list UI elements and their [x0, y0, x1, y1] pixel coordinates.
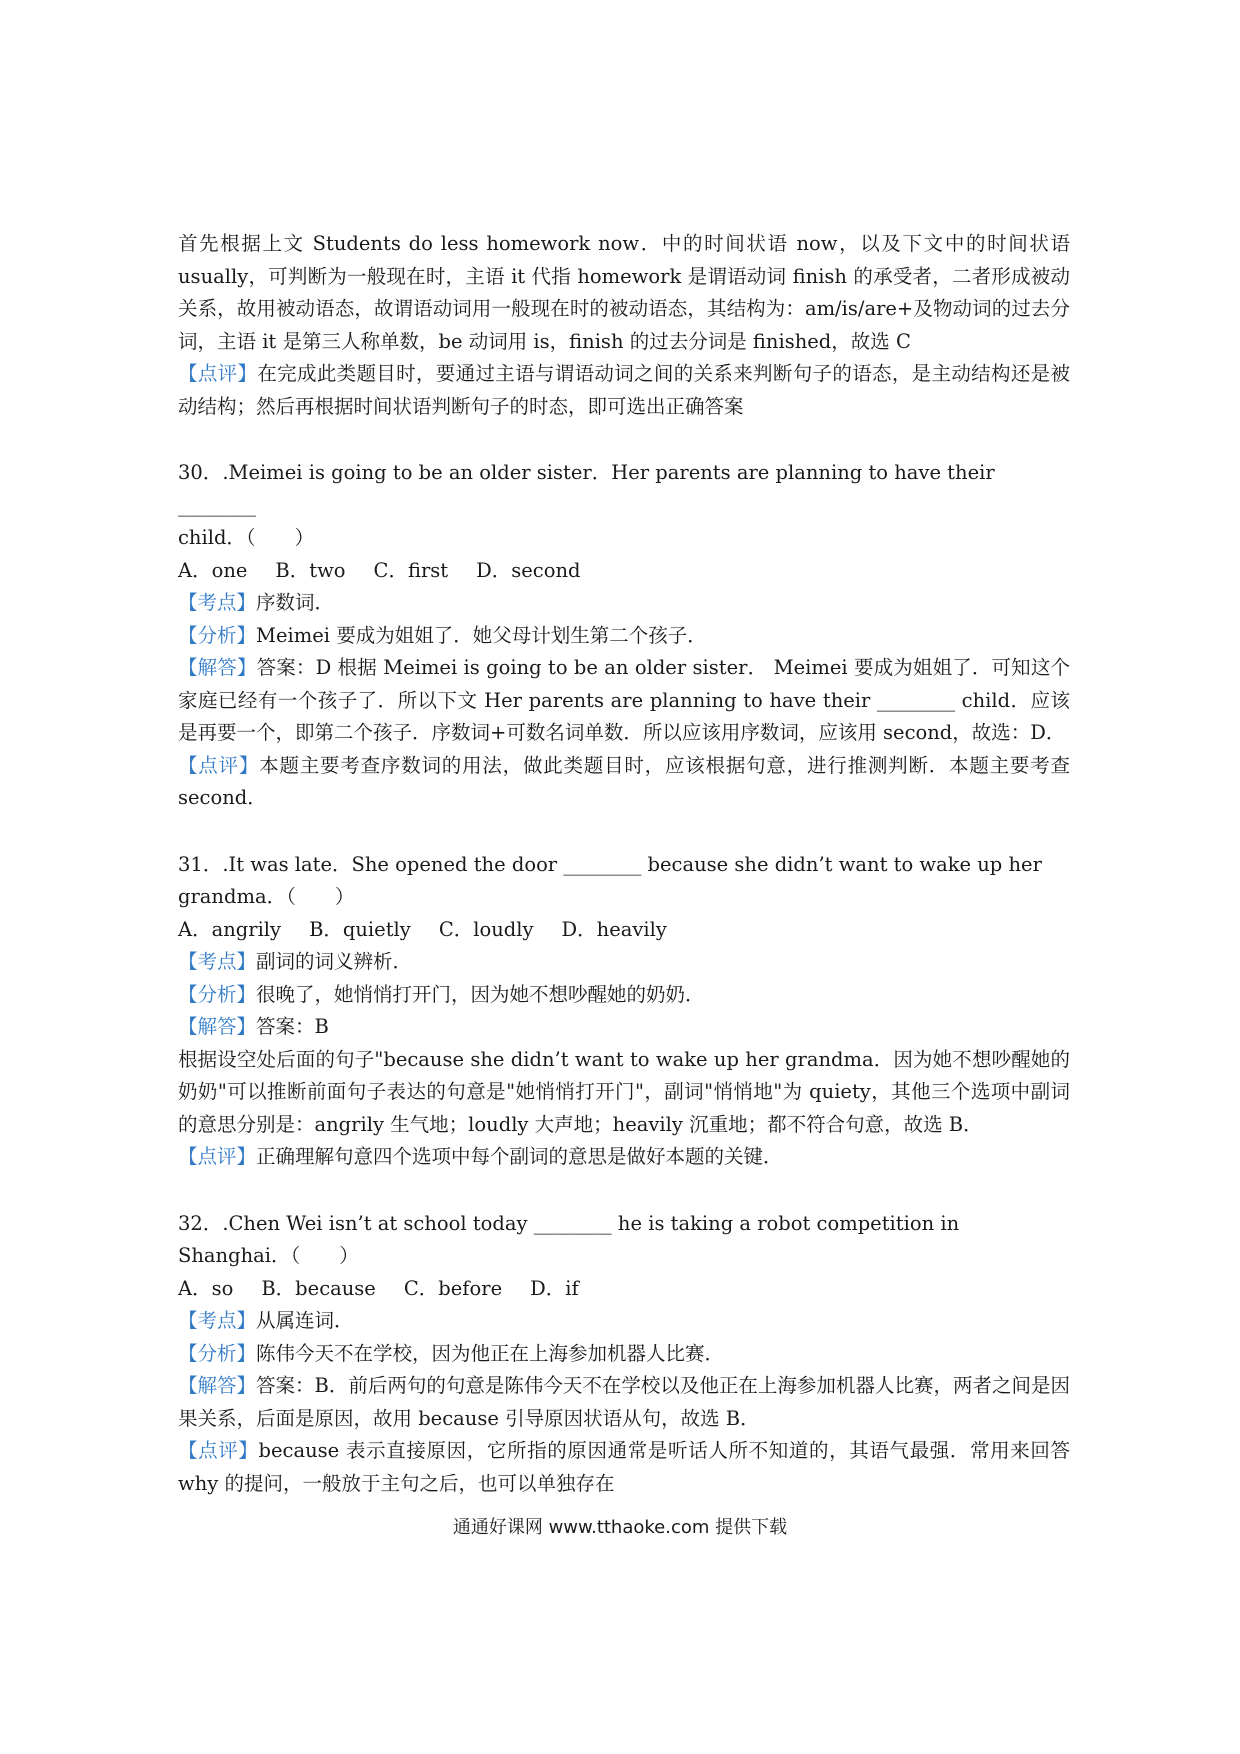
- question-stem-cont: child．（ ）: [178, 526, 315, 549]
- kaodian-line: [178, 587, 1070, 620]
- prev-comment: [178, 358, 1070, 423]
- question-stem: 32．.Chen Wei isn’t at school today ________ he is taking a robot competition in Shanghai．（ ）: [178, 1211, 960, 1267]
- question-30: [178, 457, 1070, 815]
- option-a: A．angrily: [178, 917, 282, 941]
- dianping-text: 正确理解句意四个选项中每个副词的意思是做好本题的关键．: [256, 1145, 783, 1168]
- kaodian-tag: 【考点】: [178, 591, 257, 614]
- fenxi-tag: 【分析】: [178, 623, 257, 647]
- option-d: D．second: [476, 558, 581, 582]
- option-b: B．two: [275, 558, 346, 582]
- fenxi-tag: 【分析】: [178, 1341, 257, 1365]
- option-b: B．because: [261, 1276, 376, 1300]
- kaodian-text: 从属连词．: [256, 1309, 354, 1332]
- jieda-tag: 【解答】: [178, 656, 257, 679]
- option-a: A．so: [178, 1276, 234, 1300]
- jieda-line: [178, 1370, 1070, 1435]
- option-a: A．one: [178, 558, 248, 582]
- kaodian-line: [178, 1305, 1070, 1338]
- jieda-tag: 【解答】: [178, 1015, 257, 1038]
- question-stem-cont: grandma．（ ）: [178, 885, 355, 908]
- question-32: [178, 1208, 1070, 1501]
- kaodian-text: 序数词．: [256, 591, 335, 614]
- page-footer: 通通好课网 www.tthaoke.com 提供下载: [452, 1517, 788, 1538]
- options-row: [178, 555, 1070, 588]
- question-stem: 30．.Meimei is going to be an older sister．Her parents are planning to have their ________: [178, 461, 995, 517]
- option-c: C．loudly: [438, 917, 534, 941]
- fenxi-line: [178, 979, 1070, 1012]
- dianping-line: [178, 1141, 1070, 1174]
- comment-tag: 【点评】: [178, 362, 258, 385]
- fenxi-text: 陈伟今天不在学校，因为他正在上海参加机器人比赛．: [256, 1341, 725, 1365]
- jieda-tag: 【解答】: [178, 1374, 257, 1397]
- fenxi-line: [178, 620, 1070, 653]
- kaodian-tag: 【考点】: [178, 950, 257, 973]
- jieda-text: 答案：B．前后两句的句意是陈伟今天不在学校以及他正在上海参加机器人比赛，两者之间是因果关系，后面是原因，故用 because 引导原因状语从句，故选 B．: [178, 1374, 1070, 1430]
- fenxi-text: 很晚了，她悄悄打开门，因为她不想吵醒她的奶奶．: [256, 982, 705, 1006]
- options-row: [178, 914, 1070, 947]
- dianping-text: because 表示直接原因，它所指的原因通常是听话人所不知道的，其语气最强．常用来回答 why 的提问，一般放于主句之后，也可以单独存在: [178, 1439, 1070, 1495]
- fenxi-tag: 【分析】: [178, 982, 257, 1006]
- kaodian-line: [178, 946, 1070, 979]
- dianping-text: 本题主要考查序数词的用法，做此类题目时，应该根据句意，进行推测判断．本题主要考查 second．: [178, 753, 1070, 809]
- kaodian-tag: 【考点】: [178, 1309, 257, 1332]
- document-body: [178, 228, 1070, 1500]
- dianping-line: [178, 1435, 1070, 1500]
- jieda-line: [178, 652, 1070, 750]
- question-31: [178, 849, 1070, 1174]
- dianping-tag: 【点评】: [178, 1145, 257, 1168]
- jieda-text: 答案：B: [256, 1015, 329, 1038]
- option-c: C．before: [403, 1276, 503, 1300]
- kaodian-text: 副词的词义辨析．: [256, 950, 413, 973]
- dianping-tag: 【点评】: [178, 1439, 259, 1462]
- option-d: D．heavily: [561, 917, 667, 941]
- dianping-line: [178, 750, 1070, 815]
- jieda-line: [178, 1011, 1070, 1044]
- jieda-extra: 根据设空处后面的句子"because she didn’t want to wake up her grandma．因为她不想吵醒她的奶奶"可以推断前面句子表达的句意是"她悄悄打开门"，副词"悄悄地"为 quiety，其他三个选项中副词的意思分别是：angrily 生气地；loudly 大声地；heavily 沉重地；都不符合句意，故选 B．: [178, 1047, 1070, 1136]
- option-b: B．quietly: [309, 917, 411, 941]
- options-row: [178, 1273, 1070, 1306]
- prev-analysis-text: 首先根据上文 Students do less homework now．中的时间状语 now，以及下文中的时间状语 usually，可判断为一般现在时，主语 it 代指 homework 是谓语动词 finish 的承受者，二者形成被动关系，故用被动语态，故谓语动词用一般现在时的被动语态，其结构为：am/is/are+及物动词的过去分词，主语 it 是第三人称单数，be 动词用 is，finish 的过去分词是 finished，故选 C: [178, 232, 1070, 353]
- option-c: C．first: [373, 558, 449, 582]
- dianping-tag: 【点评】: [178, 753, 260, 777]
- option-d: D．if: [530, 1276, 579, 1300]
- comment-text: 在完成此类题目时，要通过主语与谓语动词之间的关系来判断句子的语态，是主动结构还是被动结构；然后再根据时间状语判断句子的时态，即可选出正确答案: [178, 362, 1070, 418]
- fenxi-line: [178, 1338, 1070, 1371]
- question-stem: 31．.It was late．She opened the door ________ because she didn’t want to wake up her: [178, 852, 1042, 876]
- fenxi-text: Meimei 要成为姐姐了．她父母计划生第二个孩子．: [256, 623, 707, 647]
- jieda-text: 答案：D 根据 Meimei is going to be an older sister． Meimei 要成为姐姐了．可知这个家庭已经有一个孩子了．所以下文 Her parents are planning to have their ________ child．应该是再要一个，即第二个孩子．序数词+可数名词单数．所以应该用序数词，应该用 second，故选：D．: [178, 656, 1070, 744]
